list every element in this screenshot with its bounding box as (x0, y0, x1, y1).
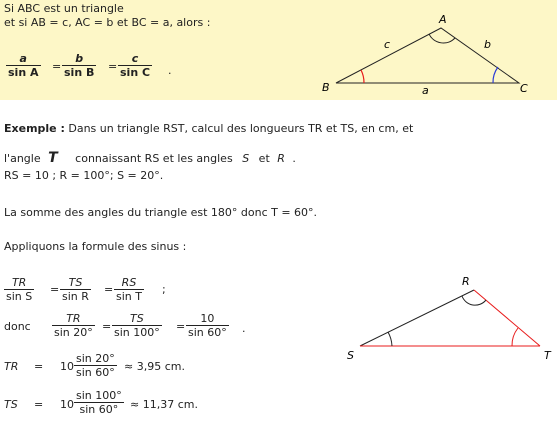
tr-eq: = (34, 360, 44, 373)
formula-eq-2: = (104, 283, 114, 296)
triangle-rst-figure (340, 270, 555, 370)
formula-fraction-tr: $\frac{TR}{\text{sin S}}$ (6, 276, 33, 303)
law-eq-1: = (52, 60, 62, 73)
ts-fraction: $\frac{\sin 100^\circ}{\sin 60^\circ}$ (76, 389, 122, 416)
formula-eq-1: = (50, 283, 60, 296)
donc-label: donc (4, 320, 31, 333)
side-c-label: c (384, 38, 391, 51)
label-s-vertex: S (347, 349, 354, 362)
law-fraction-b: $\frac{b}{\text{sin B}}$ (64, 52, 95, 79)
apply-line: Appliquons la formule des sinus : (4, 240, 187, 253)
ts-lhs: TS (4, 398, 18, 411)
label-c-vertex: C (520, 82, 528, 95)
law-fraction-a: $\frac{a}{\text{sin A}}$ (8, 52, 39, 79)
label-r-vertex: R (462, 275, 470, 288)
law-end: . (168, 64, 172, 77)
donc-fraction-ts: $\frac{TS}{\sin 100^\circ}$ (114, 312, 160, 339)
formula-fraction-rs: $\frac{RS}{\text{sin T}}$ (116, 276, 142, 303)
tr-fraction: $\frac{\sin 20^\circ}{\sin 60^\circ}$ (76, 352, 115, 379)
intro-line-1: Si ABC est un triangle (4, 2, 124, 15)
donc-eq-1: = (102, 320, 112, 333)
given-values: RS = 10 ; R = 100°; S = 20°. (4, 169, 164, 182)
side-sr (360, 290, 474, 346)
intro-line-2: et si AB = c, AC = b et BC = a, alors : (4, 16, 211, 29)
donc-end: . (242, 322, 246, 335)
label-t-vertex: T (544, 349, 551, 362)
formula-end: ; (162, 283, 166, 296)
ts-result: ≈ 11,37 cm. (130, 398, 198, 411)
tr-coef: 10 (60, 360, 74, 373)
side-b-label: b (484, 38, 491, 51)
tr-result: ≈ 3,95 cm. (124, 360, 185, 373)
side-a-label: a (422, 84, 429, 96)
side-rt (474, 290, 540, 346)
angle-t-symbol: T (48, 150, 58, 166)
label-b-vertex: B (322, 81, 330, 94)
example-line-2: l'angle T connaissant RS et les angles S et R . (4, 150, 296, 166)
donc-fraction-tr: $\frac{TR}{\sin 20^\circ}$ (54, 312, 93, 339)
ts-coef: 10 (60, 398, 74, 411)
triangle-abc-figure (316, 10, 536, 96)
example-line-1: Exemple : Dans un triangle RST, calcul des longueurs TR et TS, en cm, et (4, 122, 414, 135)
angle-sum-line: La somme des angles du triangle est 180° donc T = 60°. (4, 206, 318, 219)
angle-b-arc (361, 70, 364, 83)
angle-c-arc (493, 67, 498, 83)
donc-eq-2: = (176, 320, 186, 333)
formula-fraction-ts: $\frac{TS}{\text{sin R}}$ (62, 276, 89, 303)
label-a-vertex: A (439, 13, 447, 26)
law-fraction-c: $\frac{c}{\text{sin C}}$ (120, 52, 151, 79)
tr-lhs: TR (4, 360, 19, 373)
angle-s-arc (388, 332, 392, 346)
example-label: Exemple : (4, 122, 65, 135)
law-eq-2: = (108, 60, 118, 73)
angle-t-arc (512, 328, 518, 346)
ts-eq: = (34, 398, 44, 411)
donc-fraction-10: $\frac{10}{\sin 60^\circ}$ (188, 312, 227, 339)
